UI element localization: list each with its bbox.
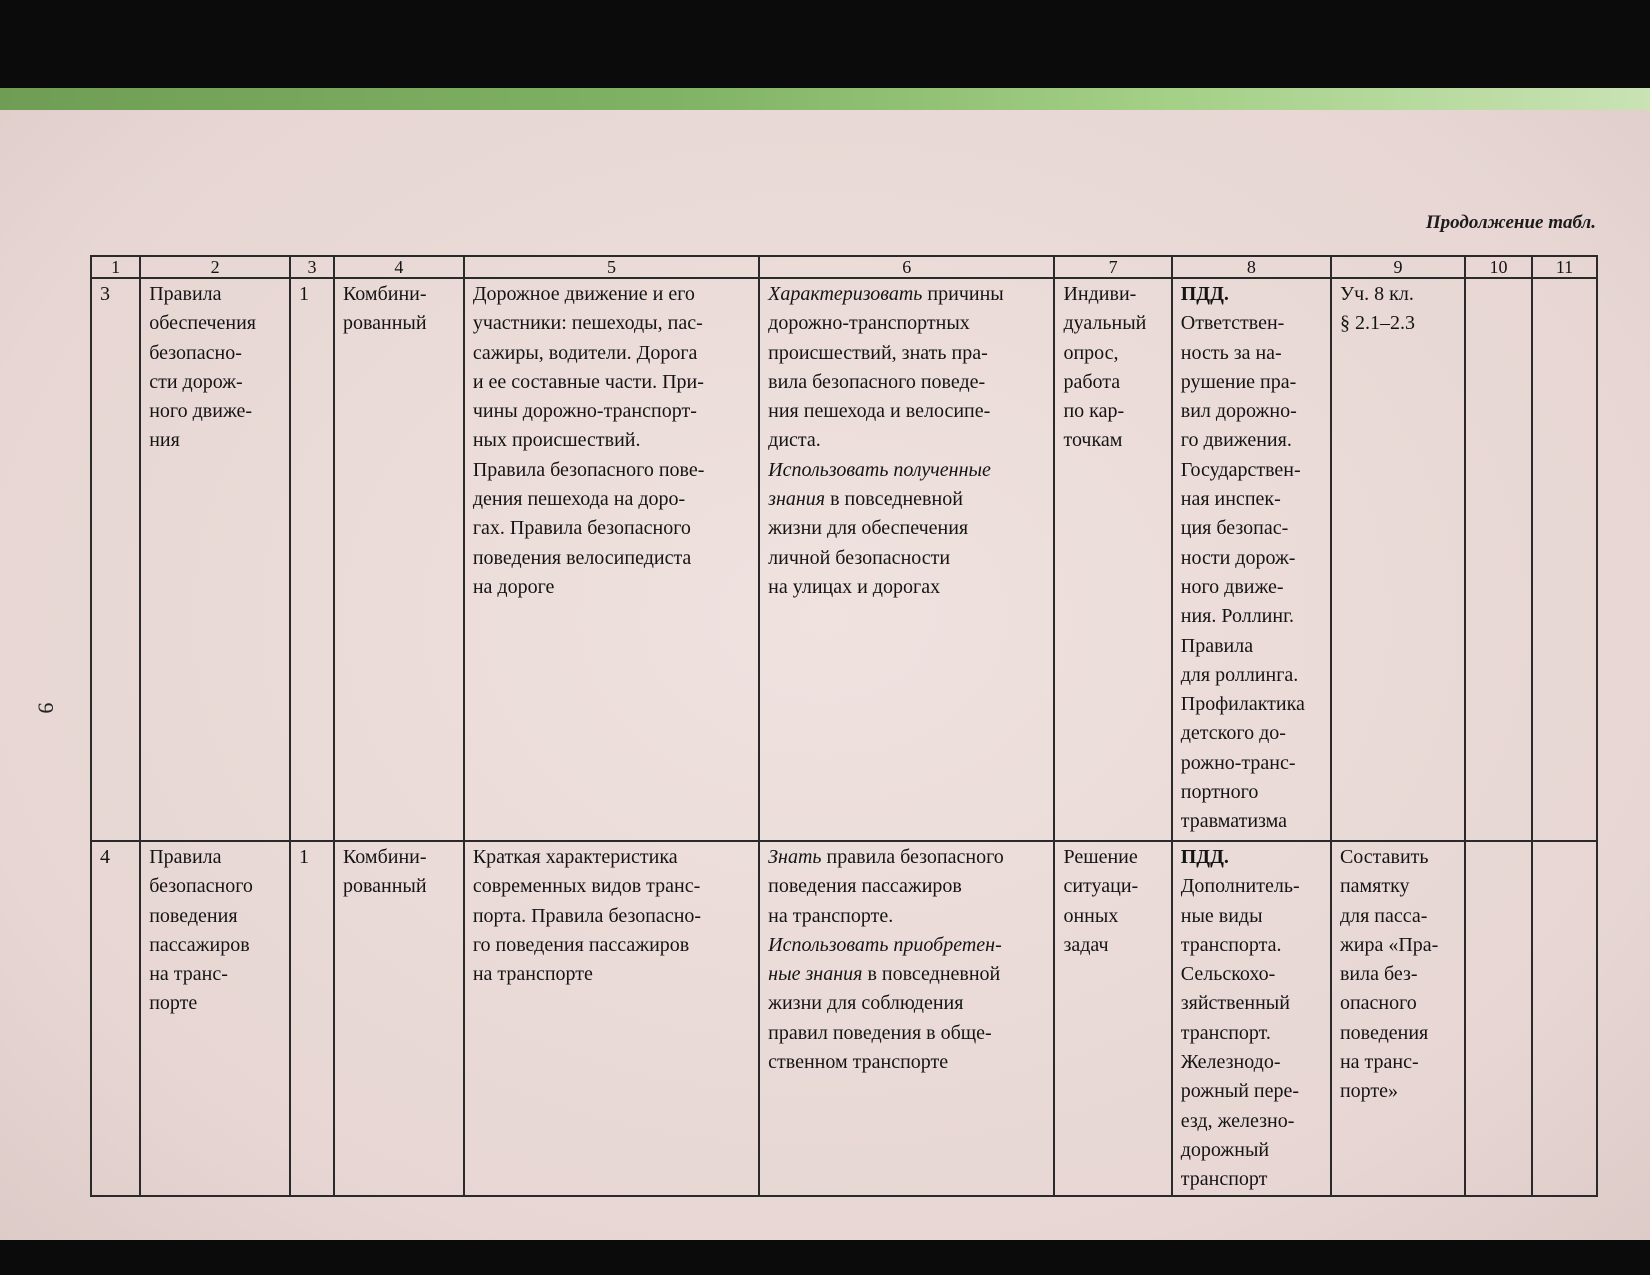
col-header-9: 9 — [1331, 256, 1465, 278]
extra-line: Профилактика — [1180, 693, 1305, 716]
control-line: дуальный — [1063, 312, 1147, 335]
content-line: поведения велосипедиста — [472, 546, 692, 569]
extra-line: ного движе- — [1180, 575, 1284, 598]
page-number: 9 — [33, 702, 59, 714]
requirement-text: диста. — [768, 429, 821, 452]
extra-line: рушение пра- — [1180, 370, 1297, 393]
requirement-line — [768, 989, 1045, 1018]
requirement-line — [768, 514, 1045, 543]
requirement-text: правил поведения в обще- — [768, 1021, 992, 1044]
hours-count: 1 — [290, 841, 334, 1196]
topic-line: безопасно- — [149, 341, 242, 364]
control-line: ситуаци- — [1063, 875, 1139, 898]
col-header-7: 7 — [1054, 256, 1171, 278]
requirement-text: причины — [922, 283, 1004, 305]
col-header-8: 8 — [1172, 256, 1331, 278]
extra-material — [1172, 841, 1331, 1196]
requirement-line — [768, 368, 1045, 397]
extra-line: транспорта. — [1180, 933, 1282, 956]
requirement-line — [768, 426, 1045, 455]
extra-line: травматизма — [1180, 810, 1288, 833]
extra-line: Государствен- — [1180, 458, 1301, 481]
topic-line: безопасного — [149, 875, 253, 898]
requirement-text: жизни для обеспечения — [768, 517, 969, 540]
requirement-text: ния пешехода и велосипе- — [768, 400, 991, 423]
topic-line: ния — [149, 429, 180, 452]
content-line: на транспорте — [472, 963, 593, 986]
col-header-11: 11 — [1532, 256, 1597, 278]
lesson-topic — [140, 278, 290, 841]
requirement-text: поведения пассажиров — [768, 875, 962, 898]
homework-line: на транс- — [1339, 1051, 1419, 1074]
topic-line: Правила — [149, 283, 222, 305]
homework-line: Уч. 8 кл. — [1339, 283, 1414, 305]
requirement-emphasis: ные знания — [768, 963, 863, 986]
requirement-text: на транспорте. — [768, 904, 894, 927]
content-line: Краткая характеристика — [472, 846, 678, 868]
homework-line: § 2.1–2.3 — [1339, 312, 1415, 335]
content-line: ных происшествий. — [472, 429, 641, 452]
topic-line: сти дорож- — [149, 370, 243, 393]
requirement-text: в повседневной — [825, 488, 963, 511]
col-header-4: 4 — [334, 256, 464, 278]
content-line: Правила безопасного пове- — [472, 458, 705, 481]
homework-line: порте» — [1339, 1080, 1398, 1103]
requirement-line — [768, 573, 1045, 602]
col-10-cell — [1465, 841, 1532, 1196]
requirement-line — [768, 843, 1045, 872]
extra-line: для роллинга. — [1180, 663, 1299, 686]
content-line: современных видов транс- — [472, 875, 701, 898]
homework-line: Составить — [1339, 846, 1429, 868]
col-header-6: 6 — [759, 256, 1054, 278]
requirement-line — [768, 960, 1045, 989]
content-line: чины дорожно-транспорт- — [472, 400, 697, 423]
requirement-text: вила безопасного поведе- — [768, 370, 986, 393]
requirement-emphasis: Знать — [768, 846, 822, 868]
control-type — [1054, 278, 1171, 841]
requirement-line — [768, 339, 1045, 368]
extra-line: ная инспек- — [1180, 488, 1281, 511]
homework — [1331, 841, 1465, 1196]
control-line: Решение — [1063, 846, 1138, 868]
col-header-5: 5 — [464, 256, 759, 278]
requirement-emphasis: Использовать приобретен- — [768, 933, 1002, 956]
lesson-content — [464, 841, 759, 1196]
extra-line: транспорт. — [1180, 1021, 1271, 1044]
requirement-line — [768, 902, 1045, 931]
extra-line: ности дорож- — [1180, 546, 1296, 569]
extra-line: вил дорожно- — [1180, 400, 1297, 423]
content-line: сажиры, водители. Дорога — [472, 341, 698, 364]
requirement-text: ственном транспорте — [768, 1051, 949, 1074]
extra-heading: ПДД. — [1180, 846, 1229, 868]
content-line: дения пешехода на доро- — [472, 488, 686, 511]
lesson-plan-table — [90, 255, 1598, 1197]
row-number: 4 — [91, 841, 140, 1196]
requirement-line — [768, 544, 1045, 573]
homework-line: жира «Пра- — [1339, 933, 1439, 956]
requirement-emphasis: Использовать полученные — [768, 458, 991, 481]
content-line: порта. Правила безопасно- — [472, 904, 702, 927]
extra-line: Правила — [1180, 634, 1254, 657]
topic-line: Правила — [149, 846, 222, 868]
extra-line: Сельскохо- — [1180, 963, 1276, 986]
lesson-type — [334, 841, 464, 1196]
control-line: по кар- — [1063, 400, 1125, 423]
extra-line: ция безопас- — [1180, 517, 1289, 540]
topic-line: ного движе- — [149, 400, 253, 423]
extra-line: рожно-транс- — [1180, 751, 1296, 774]
col-header-3: 3 — [290, 256, 334, 278]
content-line: гах. Правила безопасного — [472, 517, 691, 540]
extra-line: езд, железно- — [1180, 1109, 1295, 1132]
extra-line: Ответствен- — [1180, 312, 1285, 335]
extra-line: портного — [1180, 781, 1259, 804]
extra-line: ные виды — [1180, 904, 1263, 927]
content-line: и ее составные части. При- — [472, 370, 704, 393]
requirement-line — [768, 872, 1045, 901]
control-line: точкам — [1063, 429, 1123, 452]
requirement-text: в повседневной — [862, 963, 1001, 986]
column-number-header — [91, 256, 1597, 278]
extra-heading: ПДД. — [1180, 283, 1229, 305]
content-line: го поведения пассажиров — [472, 933, 690, 956]
lesson-content — [464, 278, 759, 841]
content-line: на дороге — [472, 575, 555, 598]
table-row — [91, 841, 1597, 1196]
topic-line: на транс- — [149, 963, 228, 986]
requirement-line — [768, 309, 1045, 338]
extra-line: го движения. — [1180, 429, 1292, 452]
extra-line: транспорт — [1180, 1168, 1268, 1191]
requirement-emphasis: знания — [768, 488, 826, 511]
requirement-text: дорожно-транспортных — [768, 312, 970, 335]
topic-line: порте — [149, 992, 198, 1015]
lesson-type — [334, 278, 464, 841]
requirement-line — [768, 1019, 1045, 1048]
col-11-cell — [1532, 278, 1597, 841]
control-line: Индиви- — [1063, 283, 1137, 305]
extra-line: дорожный — [1180, 1138, 1270, 1161]
requirement-text: правила безопасного — [821, 846, 1004, 868]
requirement-line — [768, 456, 1045, 485]
requirement-line — [768, 280, 1045, 309]
extra-material — [1172, 278, 1331, 841]
requirement-line — [768, 931, 1045, 960]
control-line: задач — [1063, 933, 1109, 956]
lesson-type-line: рованный — [342, 875, 427, 898]
topic-line: обеспечения — [149, 312, 257, 335]
green-edge-strip — [0, 88, 1650, 110]
col-10-cell — [1465, 278, 1532, 841]
control-line: опрос, — [1063, 341, 1119, 364]
homework-line: вила без- — [1339, 963, 1418, 986]
row-number: 3 — [91, 278, 140, 841]
lesson-type-line: Комбини- — [342, 283, 427, 305]
requirement-line — [768, 397, 1045, 426]
control-line: работа — [1063, 370, 1121, 393]
topic-line: пассажиров — [149, 933, 250, 956]
continuation-label: Продолжение табл. — [1425, 212, 1596, 233]
homework-line: опасного — [1339, 992, 1417, 1015]
requirement-line — [768, 1048, 1045, 1077]
student-requirements — [759, 841, 1054, 1196]
col-11-cell — [1532, 841, 1597, 1196]
extra-line: ния. Роллинг. — [1180, 605, 1295, 628]
extra-line: ность за на- — [1180, 341, 1282, 364]
requirement-emphasis: Характеризовать — [768, 283, 923, 305]
content-line: Дорожное движение и его — [472, 283, 695, 305]
control-line: онных — [1063, 904, 1119, 927]
table-row — [91, 278, 1597, 841]
student-requirements — [759, 278, 1054, 841]
lesson-topic — [140, 841, 290, 1196]
control-type — [1054, 841, 1171, 1196]
extra-line: детского до- — [1180, 722, 1286, 745]
extra-line: рожный пере- — [1180, 1080, 1300, 1103]
requirement-text: происшествий, знать пра- — [768, 341, 988, 364]
col-header-2: 2 — [140, 256, 290, 278]
col-header-10: 10 — [1465, 256, 1532, 278]
topic-line: поведения — [149, 904, 238, 927]
extra-line: Дополнитель- — [1180, 875, 1300, 898]
lesson-type-line: Комбини- — [342, 846, 427, 868]
lesson-type-line: рованный — [342, 312, 427, 335]
requirement-text: жизни для соблюдения — [768, 992, 964, 1015]
content-line: участники: пешеходы, пас- — [472, 312, 703, 335]
extra-line: зяйственный — [1180, 992, 1290, 1015]
homework-line: для пасса- — [1339, 904, 1428, 927]
hours-count: 1 — [290, 278, 334, 841]
homework-line: поведения — [1339, 1021, 1429, 1044]
requirement-text: на улицах и дорогах — [768, 575, 941, 598]
homework — [1331, 278, 1465, 841]
col-header-1: 1 — [91, 256, 140, 278]
homework-line: памятку — [1339, 875, 1410, 898]
extra-line: Железнодо- — [1180, 1051, 1281, 1074]
requirement-text: личной безопасности — [768, 546, 951, 569]
requirement-line — [768, 485, 1045, 514]
